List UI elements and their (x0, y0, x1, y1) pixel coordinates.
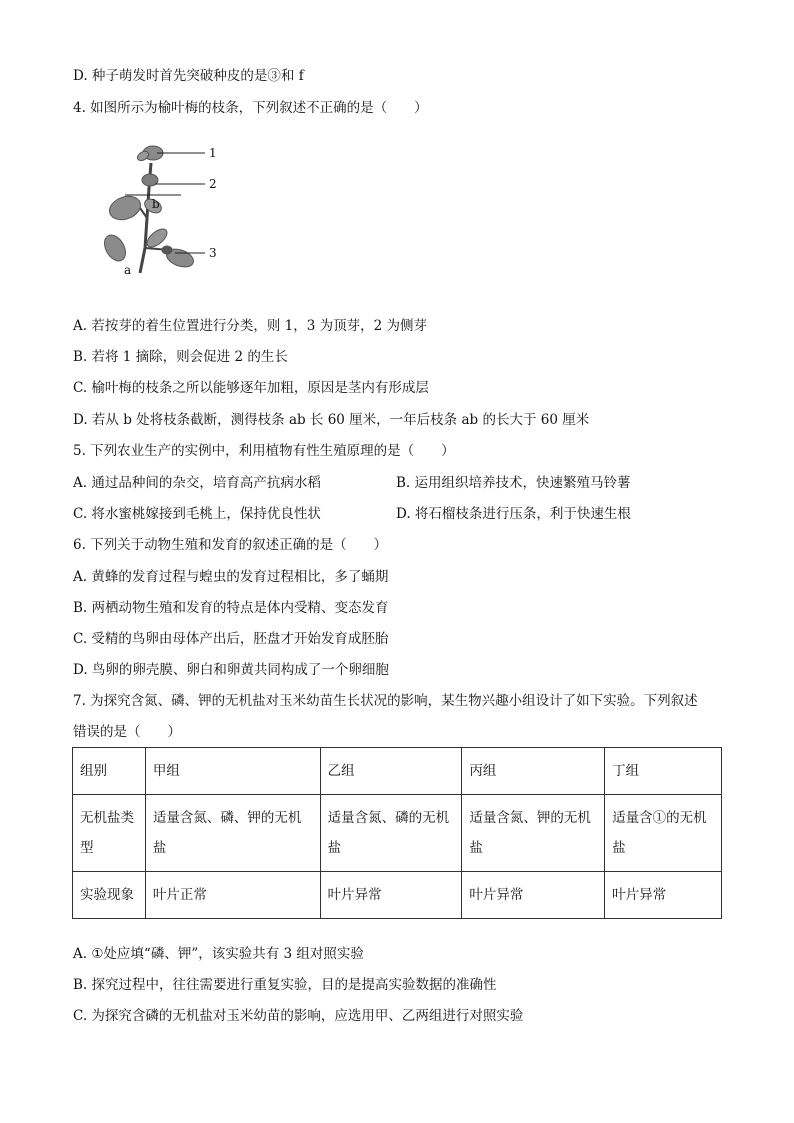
label-2: 2 (209, 177, 217, 191)
table-cell: 实验现象 (73, 872, 146, 919)
q5-option-b: B. 运用组织培养技术，快速繁殖马铃薯 (396, 475, 631, 491)
table-cell: 适量含氮、钾的无机盐 (462, 795, 605, 872)
label-3: 3 (209, 246, 217, 260)
table-row (73, 795, 722, 872)
table-cell: 叶片异常 (462, 872, 605, 919)
q5-option-a: A. 通过品种间的杂交，培育高产抗病水稻 (73, 475, 321, 491)
q5-stem: 5. 下列农业生产的实例中，利用植物有性生殖原理的是（ ） (73, 443, 455, 459)
q4-option-d: D. 若从 b 处将枝条截断，测得枝条 ab 长 60 厘米，一年后枝条 ab 的长大于 60 厘米 (73, 412, 590, 428)
table-cell: 适量含氮、磷的无机盐 (320, 795, 462, 872)
q4-option-c: C. 榆叶梅的枝条之所以能够逐年加粗，原因是茎内有形成层 (73, 380, 429, 396)
label-1: 1 (209, 146, 217, 160)
q6-option-a: A. 黄蜂的发育过程与蝗虫的发育过程相比，多了蛹期 (73, 569, 389, 585)
q6-option-c: C. 受精的鸟卵由母体产出后，胚盘才开始发育成胚胎 (73, 631, 389, 647)
q7-stem-line1: 7. 为探究含氮、磷、钾的无机盐对玉米幼苗生长状况的影响，某生物兴趣小组设计了如下实验。下列叙述 (73, 693, 698, 709)
table-cell: 叶片异常 (605, 872, 722, 919)
table-cell: 乙组 (320, 748, 462, 795)
q4-option-a: A. 若按芽的着生位置进行分类，则 1，3 为顶芽，2 为侧芽 (73, 318, 427, 334)
table-cell: 叶片正常 (145, 872, 320, 919)
table-row (73, 748, 722, 795)
table-cell: 叶片异常 (320, 872, 462, 919)
label-a: a (124, 263, 132, 277)
q7-stem-line2: 错误的是（ ） (73, 724, 181, 740)
table-cell: 丁组 (605, 748, 722, 795)
table-cell: 适量含①的无机盐 (605, 795, 722, 872)
branch-figure (95, 138, 235, 283)
branch-drawing (100, 146, 196, 273)
label-b: b (152, 197, 160, 211)
q4-stem: 4. 如图所示为榆叶梅的枝条，下列叙述不正确的是（ ） (73, 100, 428, 116)
q6-stem: 6. 下列关于动物生殖和发育的叙述正确的是（ ） (73, 537, 388, 553)
q3-option-d: D. 种子萌发时首先突破种皮的是③和 f (73, 68, 304, 84)
table-row (73, 872, 722, 919)
q7-option-c: C. 为探究含磷的无机盐对玉米幼苗的影响，应选用甲、乙两组进行对照实验 (73, 1008, 524, 1024)
experiment-table (72, 747, 722, 919)
q6-option-b: B. 两栖动物生殖和发育的特点是体内受精、变态发育 (73, 600, 389, 616)
q7-option-a: A. ①处应填“磷、钾”，该实验共有 3 组对照实验 (73, 946, 364, 962)
table-cell: 组别 (73, 748, 146, 795)
table-cell: 无机盐类型 (73, 795, 146, 872)
q5-option-d: D. 将石榴枝条进行压条，利于快速生根 (396, 506, 631, 522)
table-cell: 丙组 (462, 748, 605, 795)
q4-option-b: B. 若将 1 摘除，则会促进 2 的生长 (73, 349, 288, 365)
q7-option-b: B. 探究过程中，往往需要进行重复实验，目的是提高实验数据的准确性 (73, 977, 497, 993)
q5-option-c: C. 将水蜜桃嫁接到毛桃上，保持优良性状 (73, 506, 321, 522)
table-cell: 适量含氮、磷、钾的无机盐 (145, 795, 320, 872)
table-cell: 甲组 (145, 748, 320, 795)
q6-option-d: D. 鸟卵的卵壳膜、卵白和卵黄共同构成了一个卵细胞 (73, 662, 389, 678)
